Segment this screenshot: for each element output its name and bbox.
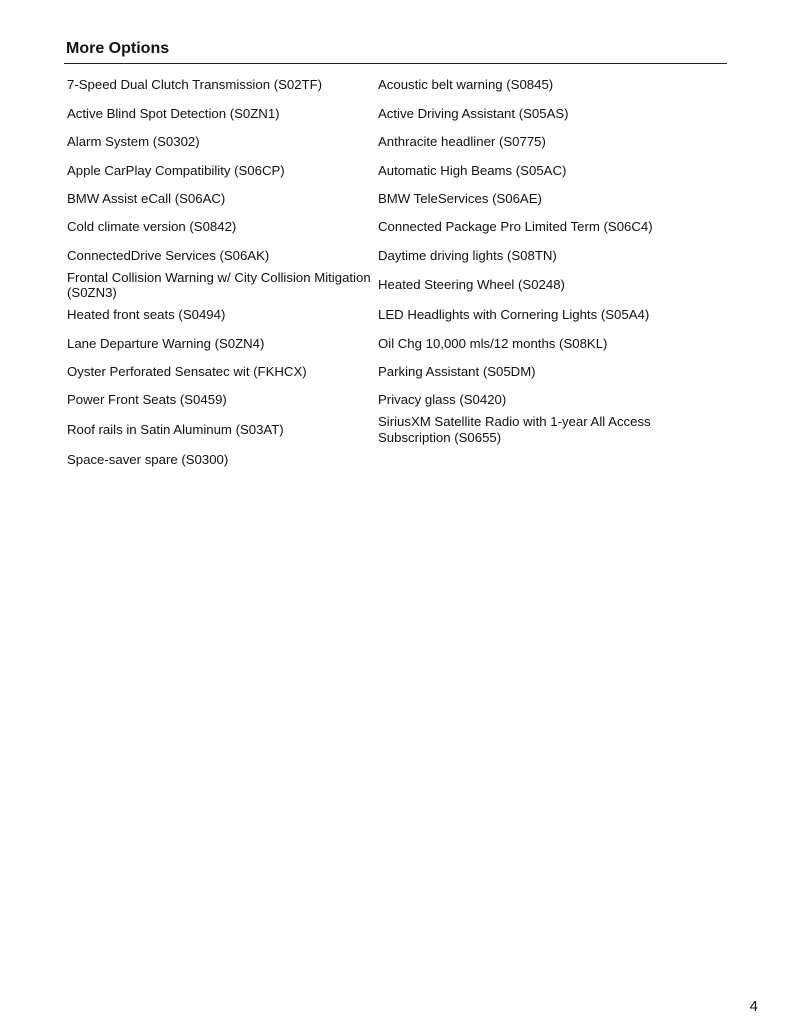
table-row — [64, 99, 727, 127]
table-row — [64, 270, 727, 301]
option-item: Automatic High Beams (S05AC) — [378, 162, 567, 178]
table-row — [64, 71, 727, 99]
table-row — [64, 241, 727, 269]
option-item: Oil Chg 10,000 mls/12 months (S08KL) — [378, 335, 608, 351]
table-row — [64, 358, 727, 386]
option-item: 7-Speed Dual Clutch Transmission (S02TF) — [67, 77, 323, 93]
option-item: Cold climate version (S0842) — [67, 219, 237, 235]
option-item: Heated front seats (S0494) — [67, 307, 226, 323]
option-item: Active Blind Spot Detection (S0ZN1) — [67, 105, 280, 121]
table-row — [64, 301, 727, 329]
section-title: More Options — [66, 40, 170, 57]
page-number: 4 — [749, 998, 758, 1015]
option-item: Apple CarPlay Compatibility (S06CP) — [67, 162, 285, 178]
option-item: ConnectedDrive Services (S06AK) — [67, 247, 270, 263]
option-item: Space-saver spare (S0300) — [67, 451, 229, 467]
option-item: Roof rails in Satin Aluminum (S03AT) — [67, 422, 284, 438]
option-item: Alarm System (S0302) — [67, 134, 200, 150]
option-item: Connected Package Pro Limited Term (S06C4) — [378, 219, 653, 235]
table-row — [64, 329, 727, 357]
option-item: BMW TeleServices (S06AE) — [378, 191, 542, 206]
option-item: Parking Assistant (S05DM) — [378, 363, 536, 379]
option-item: Daytime driving lights (S08TN) — [378, 247, 557, 263]
option-item: Anthracite headliner (S0775) — [378, 134, 546, 150]
option-item — [375, 445, 727, 473]
table-row — [64, 445, 727, 473]
option-item: Privacy glass (S0420) — [378, 392, 507, 408]
option-item: Lane Departure Warning (S0ZN4) — [67, 335, 265, 351]
option-item: Acoustic belt warning (S0845) — [378, 77, 554, 93]
option-item: SiriusXM Satellite Radio with 1-year All Access Subscription (S0655) — [378, 414, 651, 445]
table-row — [64, 185, 727, 213]
option-item: Active Driving Assistant (S05AS) — [378, 105, 569, 121]
table-row — [64, 128, 727, 156]
option-item: Frontal Collision Warning w/ City Collision Mitigation (S0ZN3) — [67, 269, 371, 301]
table-row — [64, 386, 727, 414]
title-divider — [64, 63, 727, 64]
option-item: Heated Steering Wheel (S0248) — [378, 277, 565, 293]
option-item: Power Front Seats (S0459) — [67, 392, 227, 408]
options-table — [64, 71, 727, 474]
option-item: LED Headlights with Cornering Lights (S05A4) — [378, 307, 650, 323]
table-row — [64, 414, 727, 445]
option-item: BMW Assist eCall (S06AC) — [67, 191, 226, 206]
table-row — [64, 156, 727, 184]
table-row — [64, 213, 727, 241]
option-item: Oyster Perforated Sensatec wit (FKHCX) — [67, 363, 307, 379]
